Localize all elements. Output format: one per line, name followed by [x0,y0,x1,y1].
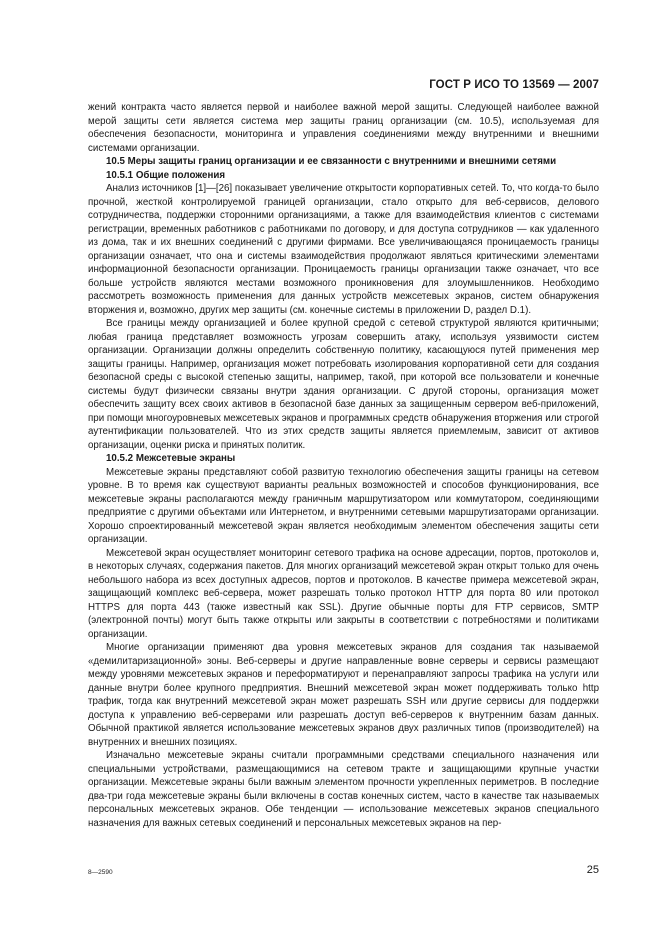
paragraph: Анализ источников [1]—[26] показывает увеличение открытости корпоративных сетей. То, что когда-то было прочной, жесткой контролируемой границей организации, стало открыто для веб-сервисов, делового сотрудничества, поддержки сторонними организациями, а также для взаимодействия клиентов с системами регистрации, временных работников с работниками по договору, и для доступа сотрудников — как удаленного из дома, так и их внешних соединений с другими фирмами. Все увеличивающаяся проницаемость границы организации означает, что она и системы взаимодействия продолжают являться критическими элементами информационной безопасности организации. Проницаемость границы организации также означает, что все больше устройств являются местами возможного проникновения для злоумышленников. Необходимо рассмотреть возможность применения для данных устройств межсетевых экранов, систем обнаружения вторжения и, возможно, других мер защиты (см. конечные системы в приложении D, раздел D.1). [88,183,599,316]
paragraph: Межсетевой экран осуществляет мониторинг сетевого трафика на основе адресации, портов, протоколов и, в некоторых случаях, содержания пакетов. Для многих организаций межсетевой экран открыт только для очень небольшого набора из всех доступных адресов, портов и протоколов. В качестве примера межсетевой экран, защищающий комплекс веб-сервера, может разрешать только протокол HTTP для порта 80 или протокол HTTPS для порта 443 (также известный как SSL). Другие обычные порты для FTP сервисов, SMTP (электронной почты) могут быть также открыты или закрыты в соответствии с потребностями и политиками организации. [88,547,599,640]
paragraph: Все границы между организацией и более крупной средой с сетевой структурой являются критичными; любая граница представляет возможность угрозам совершить атаку, используя уязвимости систем организации. Организации должны определить собственную политику, касающуюся путей применения мер защиты границы. Например, организация может потребовать изолирования корпоративной сети для создания безопасной среды с высокой степенью защиты, например, такой, при которой все пользователи и конечные системы будут физически связаны внутри здания организации. С другой стороны, организация может обеспечить защиту всех своих активов в безопасной базе данных за защищенным сервером веб-приложений, при помощи многоуровневых межсетевых экранов и программных средств обнаружения вторжения или строгой аутентификации пользователей. Что из этих средств защиты является приемлемым, зависит от активов организации, оценки риска и принятых политик. [88,318,599,451]
paragraph: Изначально межсетевые экраны считали программными средствами специального назначения или специальными устройствами, размещающимися на сетевом тракте и защищающими крупные участки организации. Межсетевые экраны были важным элементом прочности укрепленных периметров. В последние два-три года межсетевые экраны были включены в состав конечных систем, часто в качестве так называемых персональных межсетевых экранов. Обе тенденции — использование межсетевых экранов специального назначения для важных сетевых соединений и персональных межсетевых экранов на пер- [88,750,599,829]
paragraph: Межсетевые экраны представляют собой развитую технологию обеспечения защиты границы на сетевом уровне. В то время как существуют варианты реальных возможностей и способов функционирования, все межсетевые экраны располагаются между граничным маршрутизатором или коммутатором, соединяющими предприятие с другими объектами или Интернетом, и внутренними сетевыми маршрутизаторами организации. Хорошо спроектированный межсетевой экран является необходимым элементом обеспечения защиты сети организации. [88,466,599,545]
paragraph: Многие организации применяют два уровня межсетевых экранов для создания так называемой «демилитаризационной» зоны. Веб-серверы и другие направленные вовне серверы и сервисы размещают между уровнями межсетевых экранов и переформатируют и перенаправляют запросы трафика на услуги или данные внутри более крупного предприятия. Внешний межсетевой экран может поддерживать только http трафик, тогда как внутренний межсетевой экран может разрешать SSH или другие сервисы для поддержки доступа к управлению веб-серверами или разрешать доступ веб-серверов к внутренним базам данных. Обычной практикой является использование межсетевых экранов двух различных типов (производителей) на внутренних и внешних позициях. [88,642,599,748]
document-body [88,101,599,830]
section-heading-10-5-2: 10.5.2 Межсетевые экраны [106,453,236,464]
paragraph-continuation: жений контракта часто является первой и наиболее важной мерой защиты. Следующей наиболее важной мерой защиты сети является система мер защиты границ организации (см. 10.5), используемая для обеспечения безопасности, мониторинга и управления соединениями между внутренними и внешними системами организации. [88,102,599,154]
page-number: 25 [586,864,599,876]
standard-header: ГОСТ Р ИСО ТО 13569 — 2007 [429,79,599,91]
section-heading-10-5-1: 10.5.1 Общие положения [106,169,226,181]
section-heading-10-5: 10.5 Меры защиты границ организации и ее связанности с внутренними и внешними сетями [106,156,557,167]
print-code: 8—2590 [88,869,113,876]
